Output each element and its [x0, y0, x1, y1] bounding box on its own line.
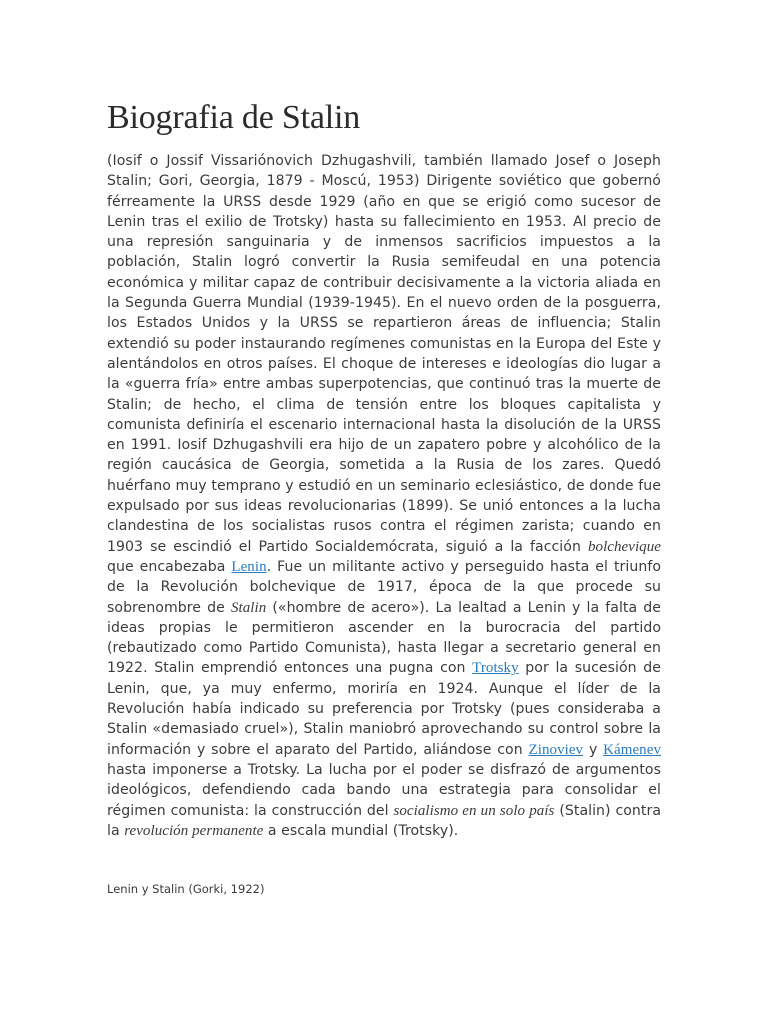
- text-segment: (Iosif o Jossif Vissariónovich Dzhugashvili, también llamado Josef o Joseph Stalin; Gori, Georgia, 1879 - Moscú, 1953) Dirigente soviético que gobernó férreamente la URSS desde 1929 (año en que se erigió como sucesor de Lenin tras el exilio de Trotsky) hasta su fallecimiento en 1953. Al precio de una represión sanguinaria y de inmensos sacrificios impuestos a la población, Stalin logró convertir la Rusia semifeudal en una potencia económica y militar capaz de contribuir decisivamente a la victoria aliada en la Segunda Guerra Mundial (1939-1945). En el nuevo orden de la posguerra, los Estados Unidos y la URSS se repartieron áreas de influencia; Stalin extendió su poder instaurando regímenes comunistas en la Europa del Este y alentándolos en otros países. El choque de intereses e ideologías dio lugar a la «guerra fría» entre ambas superpotencias, que continuó tras la muerte de Stalin; de hecho, el clima de tensión entre los bloques capitalista y comunista definiría el escenario internacional hasta la disolución de la URSS en 1991. Iosif Dzhugashvili era hijo de un zapatero pobre y alcohólico de la región caucásica de Georgia, sometida a la Rusia de los zares. Quedó huérfano muy temprano y estudió en un seminario eclesiástico, de donde fue expulsado por sus ideas revolucionarias (1899). Se unió entonces a la lucha clandestina de los socialistas rusos contra el régimen zarista; cuando en 1903 se escindió el Partido Socialdemócrata, siguió a la facción: [107, 153, 661, 555]
- link-lenin[interactable]: Lenin: [231, 558, 267, 575]
- text-segment: . Fue un militante activo y perseguido hasta el triunfo de la Revolución bolchevique de 1917, época de la que procede su sobrenombre de: [107, 558, 662, 616]
- text-segment: a escala mundial (Trotsky).: [263, 822, 459, 839]
- image-caption: Lenin y Stalin (Gorki, 1922): [107, 882, 265, 896]
- text-segment: hasta imponerse a Trotsky. La lucha por el poder se disfrazó de argumentos ideológicos, defendiendo cada bando una estrategia para consolidar el régimen comunista: la construcción del: [107, 761, 661, 819]
- text-segment: y: [583, 741, 604, 758]
- page-title: Biografia de Stalin: [107, 99, 361, 136]
- biography-paragraph: [107, 151, 661, 841]
- link-trotsky[interactable]: Trotsky: [472, 660, 519, 677]
- text-segment: que encabezaba: [107, 558, 232, 575]
- italic-term: bolchevique: [587, 538, 661, 555]
- text-segment: («hombre de acero»). La lealtad a Lenin y la falta de ideas propias le permitieron ascender en la burocracia del partido (rebautizado como Partido Comunista), hasta llegar a secretario general en 1922. Stalin emprendió entonces una pugna con: [107, 599, 662, 677]
- link-kamenev[interactable]: Kámenev: [603, 741, 661, 758]
- italic-term: socialismo en un solo país: [393, 802, 555, 819]
- italic-term: revolución permanente: [124, 822, 264, 839]
- text-segment: por la sucesión de Lenin, que, ya muy enfermo, moriría en 1924. Aunque el líder de la Revolución había indicado su preferencia por Trotsky (pues consideraba a Stalin «demasiado cruel»), Stalin maniobró aprovechando su control sobre la información y sobre el aparato del Partido, aliándose con: [107, 660, 661, 758]
- italic-term: Stalin: [230, 599, 267, 616]
- text-segment: (Stalin) contra la: [107, 802, 662, 839]
- link-zinoviev[interactable]: Zinoviev: [528, 741, 584, 758]
